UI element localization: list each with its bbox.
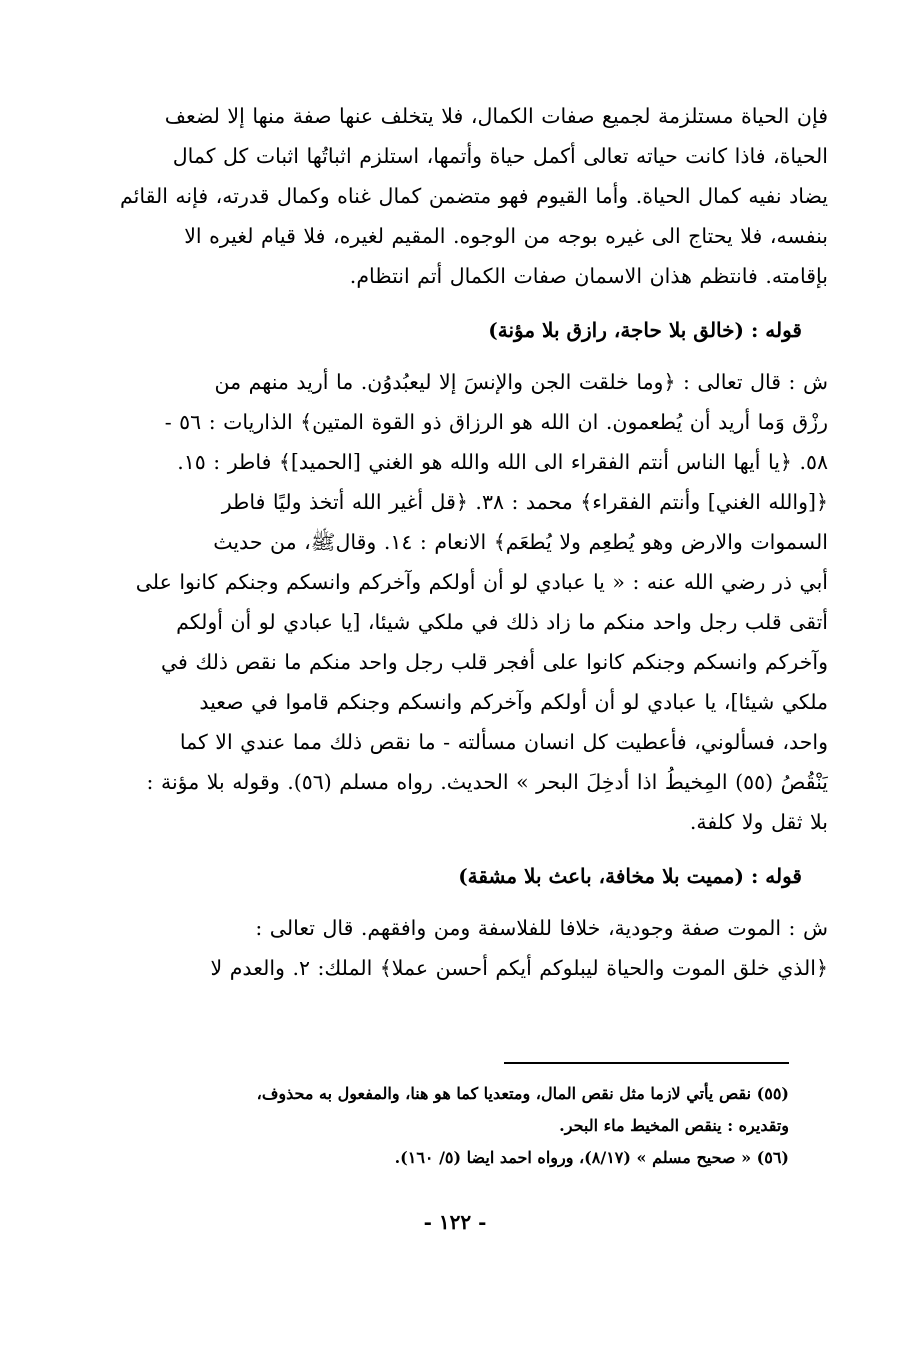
text-line: ملكي شيئا]، يا عبادي لو أن أولكم وآخركم وانسكم وجنكم قاموا في صعيد bbox=[199, 690, 828, 714]
text-line: ٥٨. ﴿يا أيها الناس أنتم الفقراء الى الله والله هو الغني [الحميد]﴾ فاطر : ١٥. bbox=[177, 450, 828, 474]
text-line: بإقامته. فانتظم هذان الاسمان صفات الكمال أتم انتظام. bbox=[349, 264, 828, 288]
footnote-55-continuation: وتقديره : ينقص المخيط ماء البحر. bbox=[559, 1116, 789, 1135]
text-line: ﴿[والله الغني] وأنتم الفقراء﴾ محمد : ٣٨. ﴿قل أغير الله أتخذ وليًا فاطر bbox=[221, 490, 828, 514]
paragraph-2 bbox=[85, 362, 828, 842]
text-line: ش : الموت صفة وجودية، خلافا للفلاسفة ومن وافقهم. قال تعالى : bbox=[255, 916, 828, 940]
footnote-divider bbox=[504, 1062, 789, 1064]
footnotes bbox=[99, 1078, 789, 1174]
section-heading-2: قوله : (مميت بلا مخافة، باعث بلا مشقة) bbox=[458, 864, 802, 888]
text-line: بلا ثقل ولا كلفة. bbox=[689, 810, 828, 834]
paragraph-1 bbox=[85, 96, 828, 296]
text-line: أبي ذر رضي الله عنه : « يا عبادي لو أن أولكم وآخركم وانسكم وجنكم كانوا على bbox=[135, 570, 828, 594]
footnote-55: (٥٥) نقص يأتي لازما مثل نقص المال، ومتعديا كما هو هنا، والمفعول به محذوف، bbox=[256, 1084, 789, 1103]
paragraph-3 bbox=[85, 908, 828, 988]
text-line: رزْق وَما أريد أن يُطعمون. ان الله هو الرزاق ذو القوة المتين﴾ الذاريات : ٥٦ - bbox=[164, 410, 828, 434]
text-line: ﴿الذي خلق الموت والحياة ليبلوكم أيكم أحسن عملا﴾ الملك: ٢. والعدم لا bbox=[210, 956, 828, 980]
text-line: واحد، فسألوني، فأعطيت كل انسان مسألته - ما نقص ذلك مما عندي الا كما bbox=[179, 730, 828, 754]
text-line: فإن الحياة مستلزمة لجميع صفات الكمال، فلا يتخلف عنها صفة منها إلا لضعف bbox=[164, 104, 828, 128]
text-line: الحياة، فاذا كانت حياته تعالى أكمل حياة وأتمها، استلزم اثباتُها اثبات كل كمال bbox=[172, 144, 828, 168]
text-line: يضاد نفيه كمال الحياة. وأما القيوم فهو متضمن كمال غناه وكمال قدرته، فإنه القائم bbox=[120, 184, 828, 208]
page-number: - ١٢٢ - bbox=[423, 1210, 487, 1234]
section-heading-1: قوله : (خالق بلا حاجة، رازق بلا مؤنة) bbox=[488, 318, 802, 342]
text-line: السموات والارض وهو يُطعِم ولا يُطعَم﴾ الانعام : ١٤. وقالﷺ، من حديث bbox=[213, 530, 828, 554]
text-line: يَنْقُصُ (٥٥) المِخيطُ اذا أدخِلَ البحر » الحديث. رواه مسلم (٥٦). وقوله بلا مؤنة : bbox=[146, 770, 828, 794]
text-line: بنفسه، فلا يحتاج الى غيره بوجه من الوجوه. المقيم لغيره، فلا قيام لغيره الا bbox=[184, 224, 828, 248]
text-line: أتقى قلب رجل واحد منكم ما زاد ذلك في ملكي شيئا، [يا عبادي لو أن أولكم bbox=[176, 610, 828, 634]
text-line: ش : قال تعالى : ﴿وما خلقت الجن والإنسَ إلا ليعبُدوُن. ما أريد منهم من bbox=[214, 370, 828, 394]
text-line: وآخركم وانسكم وجنكم كانوا على أفجر قلب رجل واحد منكم ما نقص ذلك في bbox=[160, 650, 828, 674]
footnote-56: (٥٦) « صحيح مسلم » (٨/١٧)، ورواه احمد ايضا (٥/ ١٦٠). bbox=[394, 1148, 789, 1167]
